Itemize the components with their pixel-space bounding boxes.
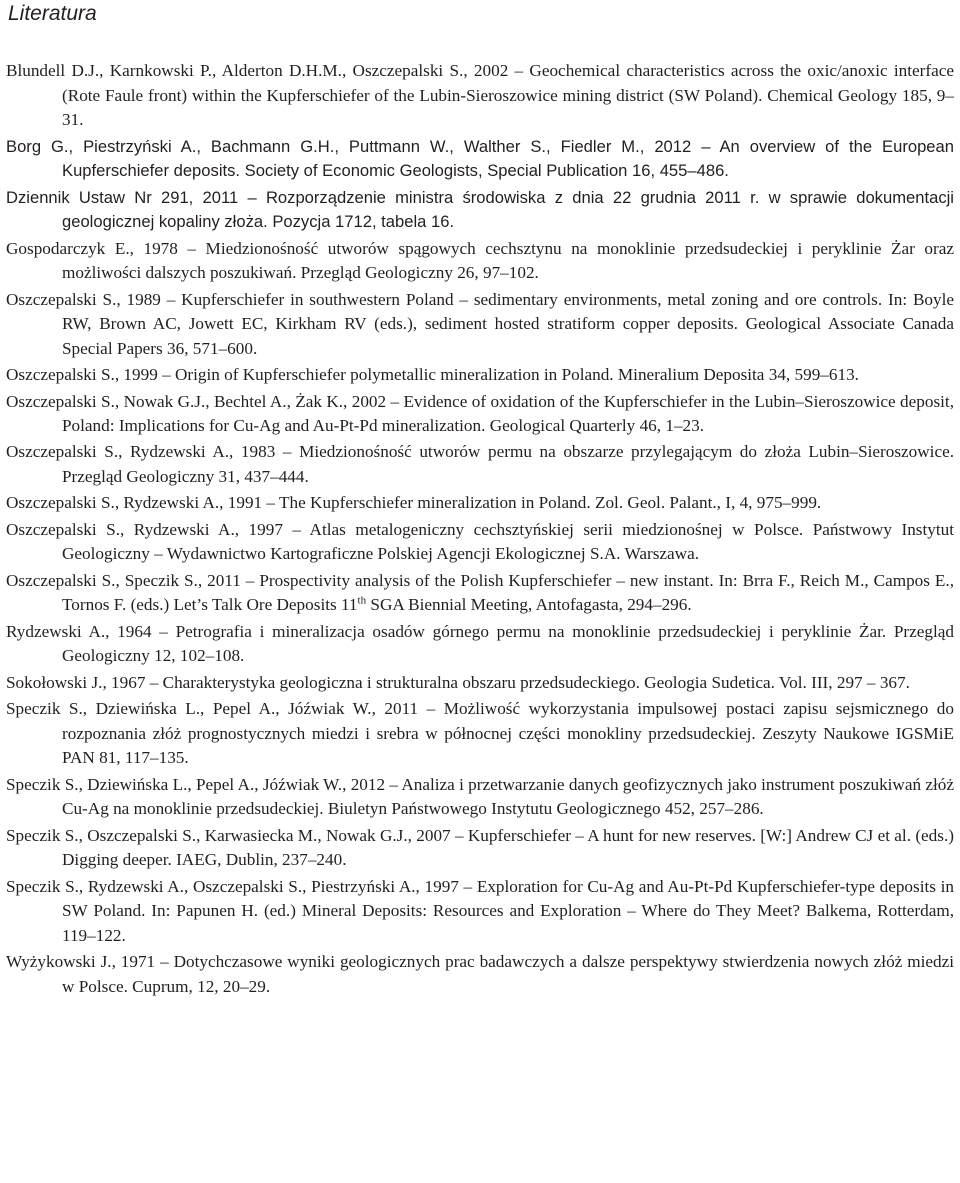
reference-entry xyxy=(6,237,954,286)
reference-text: Oszczepalski S., Rydzewski A., 1991 – The Kupferschiefer mineralization in Poland. Zol. Geol. Palant., I, 4, 975–999. xyxy=(6,493,822,513)
reference-entry xyxy=(6,620,954,669)
reference-text: Oszczepalski S., Rydzewski A., 1997 – Atlas metalogeniczny cechsztyńskiej serii miedzionośnej w Polsce. Państwowy Instytut Geologiczny – Wydawnictwo Kartograficzne Polskiej Agencji Ekologicznej S.A. Warszawa. xyxy=(6,519,954,564)
reference-text: Sokołowski J., 1967 – Charakterystyka geologiczna i strukturalna obszaru przedsudeckiego. Geologia Sudetica. Vol. III, 297 – 367. xyxy=(6,672,910,692)
reference-text: Gospodarczyk E., 1978 – Miedzionośność utworów spągowych cechsztynu na monoklinie przedsudeckiej i peryklinie Żar oraz możliwości dalszych poszukiwań. Przegląd Geologiczny 26, 97–102. xyxy=(6,238,954,283)
reference-text: Speczik S., Dziewińska L., Pepel A., Jóźwiak W., 2011 – Możliwość wykorzystania impulsowej postaci zapisu sejsmicznego do rozpoznania złóż prognostycznych miedzi i srebra w północnej części monokliny przedsudeckiej. Zeszyty Naukowe IGSMiE PAN 81, 117–135. xyxy=(6,699,954,768)
reference-entry xyxy=(6,186,954,235)
reference-text-sans: Borg G., Piestrzyński A., Bachmann G.H., Puttmann W., Walther S., Fiedler M., 2012 – An overview of the European Kupferschiefer deposits. Society of Economic Geologists, Special Publication 16, 455–486. xyxy=(6,136,954,181)
reference-entry xyxy=(6,390,954,439)
reference-text: Speczik S., Oszczepalski S., Karwasiecka M., Nowak G.J., 2007 – Kupferschiefer – A hunt for new reserves. [W:] Andrew CJ et al. (eds.) Digging deeper. IAEG, Dublin, 237–240. xyxy=(6,825,954,870)
reference-entry xyxy=(6,491,954,516)
reference-text: Oszczepalski S., Speczik S., 2011 – Prospectivity analysis of the Polish Kupferschiefer – new instant. In: Brra F., Reich M., Campos E., Tornos F. (eds.) Let’s Talk Ore Deposits 11 xyxy=(6,570,954,615)
reference-text-tail: SGA Biennial Meeting, Antofagasta, 294–296. xyxy=(366,595,692,615)
reference-entry xyxy=(6,59,954,133)
reference-text: Speczik S., Rydzewski A., Oszczepalski S., Piestrzyński A., 1997 – Exploration for Cu-Ag and Au-Pt-Pd Kupferschiefer-type deposits in SW Poland. In: Papunen H. (ed.) Mineral Deposits: Resources and Exploration – Where do They Meet? Balkema, Rotterdam, 119–122. xyxy=(6,876,954,945)
reference-list xyxy=(6,59,954,1000)
reference-text: Oszczepalski S., 1999 – Origin of Kupferschiefer polymetallic mineralization in Poland. Mineralium Deposita 34, 599–613. xyxy=(6,365,859,385)
reference-entry xyxy=(6,135,954,184)
reference-text-sans: Dziennik Ustaw Nr 291, 2011 – Rozporządzenie ministra środowiska z dnia 22 grudnia 2011 r. w sprawie dokumentacji geologicznej kopaliny złoża. Pozycja 1712, tabela 16. xyxy=(6,187,954,232)
reference-entry xyxy=(6,288,954,362)
reference-entry xyxy=(6,569,954,618)
reference-entry xyxy=(6,440,954,489)
reference-text: Rydzewski A., 1964 – Petrografia i mineralizacja osadów górnego permu na monoklinie przedsudeckiej i peryklinie Żar. Przegląd Geologiczny 12, 102–108. xyxy=(6,621,954,666)
superscript: th xyxy=(357,594,367,607)
reference-entry xyxy=(6,824,954,873)
reference-text: Oszczepalski S., 1989 – Kupferschiefer in southwestern Poland – sedimentary environments, metal zoning and ore controls. In: Boyle RW, Brown AC, Jowett EC, Kirkham RV (eds.), sediment hosted stratiform copper deposits. Geological Associate Canada Special Papers 36, 571–600. xyxy=(6,289,954,358)
reference-text: Speczik S., Dziewińska L., Pepel A., Jóźwiak W., 2012 – Analiza i przetwarzanie danych geofizycznych jako instrument poszukiwań złóż Cu-Ag na monoklinie przedsudeckiej. Biuletyn Państwowego Instytutu Geologicznego 452, 257–286. xyxy=(6,774,954,819)
reference-entry xyxy=(6,518,954,567)
reference-text: Blundell D.J., Karnkowski P., Alderton D.H.M., Oszczepalski S., 2002 – Geochemical characteristics across the oxic/anoxic interface (Rote Faule front) within the Kupferschiefer of the Lubin-Sieroszowice mining district (SW Poland). Chemical Geology 185, 9–31. xyxy=(6,61,954,130)
reference-entry xyxy=(6,950,954,999)
reference-text: Oszczepalski S., Rydzewski A., 1983 – Miedzionośność utworów permu na obszarze przylegającym do złoża Lubin–Sieroszowice. Przegląd Geologiczny 31, 437–444. xyxy=(6,442,954,487)
reference-entry xyxy=(6,671,954,696)
reference-entry xyxy=(6,773,954,822)
reference-text: Wyżykowski J., 1971 – Dotychczasowe wyniki geologicznych prac badawczych a dalsze perspektywy stwierdzenia nowych złóż miedzi w Polsce. Cuprum, 12, 20–29. xyxy=(6,952,954,996)
reference-entry xyxy=(6,875,954,949)
section-heading: Literatura xyxy=(8,2,97,25)
reference-entry xyxy=(6,363,954,388)
reference-text: Oszczepalski S., Nowak G.J., Bechtel A., Żak K., 2002 – Evidence of oxidation of the Kupferschiefer in the Lubin–Sieroszowice deposit, Poland: Implications for Cu-Ag and Au-Pt-Pd mineralization. Geological Quarterly 46, 1–23. xyxy=(6,391,954,436)
reference-entry xyxy=(6,697,954,771)
